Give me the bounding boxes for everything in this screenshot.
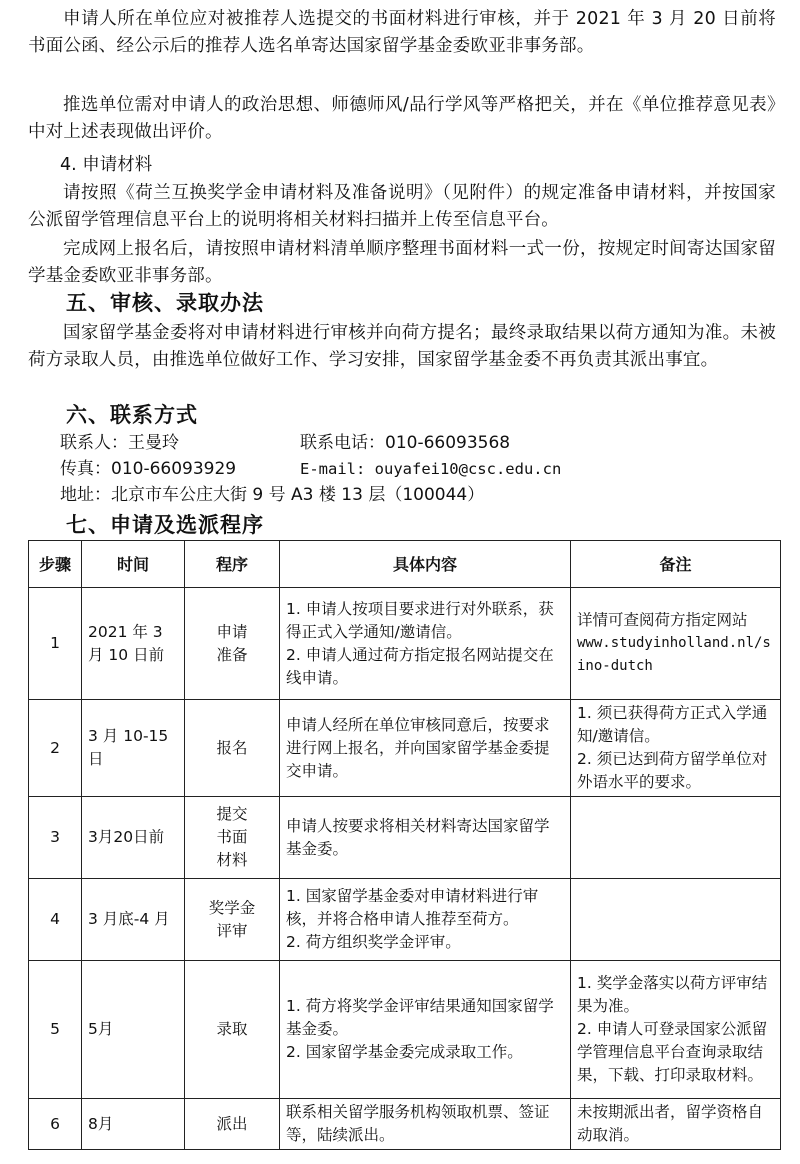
heading-procedure: 七、申请及选派程序 <box>66 513 264 537</box>
contact-email: E-mail: ouyafei10@csc.edu.cn <box>300 460 562 478</box>
paragraph-materials-prep: 请按照《荷兰互换奖学金申请材料及准备说明》（见附件）的规定准备申请材料，并按国家公派留学管理信息平台上的说明将相关材料扫描并上传至信息平台。 <box>28 183 776 230</box>
cell-procedure: 申请 准备 <box>185 588 280 700</box>
table-row <box>29 797 781 879</box>
table-row <box>29 700 781 797</box>
cell-time: 2021 年 3 月 10 日前 <box>82 588 185 700</box>
subheading-application-materials: 4. 申请材料 <box>60 155 153 175</box>
header-note: 备注 <box>571 541 781 588</box>
cell-note: 1. 奖学金落实以荷方评审结果为准。 2. 申请人可登录国家公派留学管理信息平台查询录取结果，下载、打印录取材料。 <box>571 961 781 1099</box>
cell-detail: 申请人经所在单位审核同意后，按要求进行网上报名，并向国家留学基金委提交申请。 <box>280 700 571 797</box>
cell-note <box>571 797 781 879</box>
cell-time: 5月 <box>82 961 185 1099</box>
table-row <box>29 879 781 961</box>
cell-detail: 申请人按要求将相关材料寄达国家留学基金委。 <box>280 797 571 879</box>
cell-time: 8月 <box>82 1099 185 1150</box>
cell-note: 1. 须已获得荷方正式入学通知/邀请信。 2. 须已达到荷方留学单位对外语水平的要求。 <box>571 700 781 797</box>
note-text: 详情可查阅荷方指定网站 <box>577 611 748 629</box>
cell-step: 6 <box>29 1099 82 1150</box>
paragraph-unit-review: 申请人所在单位应对被推荐人选提交的书面材料进行审核，并于 2021 年 3 月 20 日前将书面公函、经公示后的推荐人选名单寄达国家留学基金委欧亚非事务部。 <box>28 9 776 56</box>
paragraph-review-admission: 国家留学基金委将对申请材料进行审核并向荷方提名；最终录取结果以荷方通知为准。未被荷方录取人员，由推选单位做好工作、学习安排，国家留学基金委不再负责其派出事宜。 <box>28 323 776 370</box>
cell-step: 2 <box>29 700 82 797</box>
table-row <box>29 588 781 700</box>
cell-note <box>571 588 781 700</box>
cell-note: 未按期派出者，留学资格自动取消。 <box>571 1099 781 1150</box>
cell-detail: 联系相关留学服务机构领取机票、签证等，陆续派出。 <box>280 1099 571 1150</box>
header-detail: 具体内容 <box>280 541 571 588</box>
header-time: 时间 <box>82 541 185 588</box>
contact-person: 联系人：王曼玲 <box>60 433 179 453</box>
contact-phone: 联系电话：010-66093568 <box>300 433 511 453</box>
heading-review-admission: 五、审核、录取办法 <box>66 291 264 315</box>
procedure-table <box>28 540 781 1150</box>
heading-contact: 六、联系方式 <box>66 403 198 427</box>
header-step: 步骤 <box>29 541 82 588</box>
header-procedure: 程序 <box>185 541 280 588</box>
cell-step: 3 <box>29 797 82 879</box>
cell-procedure: 奖学金 评审 <box>185 879 280 961</box>
cell-detail: 1. 荷方将奖学金评审结果通知国家留学基金委。 2. 国家留学基金委完成录取工作。 <box>280 961 571 1099</box>
cell-step: 5 <box>29 961 82 1099</box>
cell-detail: 1. 国家留学基金委对申请材料进行审核，并将合格申请人推荐至荷方。 2. 荷方组织奖学金评审。 <box>280 879 571 961</box>
table-row <box>29 961 781 1099</box>
paragraph-political-review: 推选单位需对申请人的政治思想、师德师风/品行学风等严格把关，并在《单位推荐意见表》中对上述表现做出评价。 <box>28 95 776 142</box>
table-row <box>29 1099 781 1150</box>
cell-detail: 1. 申请人按项目要求进行对外联系，获得正式入学通知/邀请信。 2. 申请人通过荷方指定报名网站提交在线申请。 <box>280 588 571 700</box>
contact-address: 地址：北京市车公庄大街 9 号 A3 楼 13 层（100044） <box>60 485 485 505</box>
cell-step: 1 <box>29 588 82 700</box>
cell-procedure: 报名 <box>185 700 280 797</box>
paragraph-materials-mail: 完成网上报名后，请按照申请材料清单顺序整理书面材料一式一份，按规定时间寄达国家留学基金委欧亚非事务部。 <box>28 239 776 286</box>
cell-procedure: 提交 书面 材料 <box>185 797 280 879</box>
table-header-row <box>29 541 781 588</box>
cell-time: 3 月 10-15 日 <box>82 700 185 797</box>
cell-time: 3月20日前 <box>82 797 185 879</box>
cell-step: 4 <box>29 879 82 961</box>
contact-fax: 传真：010-66093929 <box>60 459 237 479</box>
cell-procedure: 派出 <box>185 1099 280 1150</box>
cell-note <box>571 879 781 961</box>
note-website-link[interactable]: www.studyinholland.nl/sino-dutch <box>577 635 771 674</box>
cell-time: 3 月底-4 月 <box>82 879 185 961</box>
cell-procedure: 录取 <box>185 961 280 1099</box>
